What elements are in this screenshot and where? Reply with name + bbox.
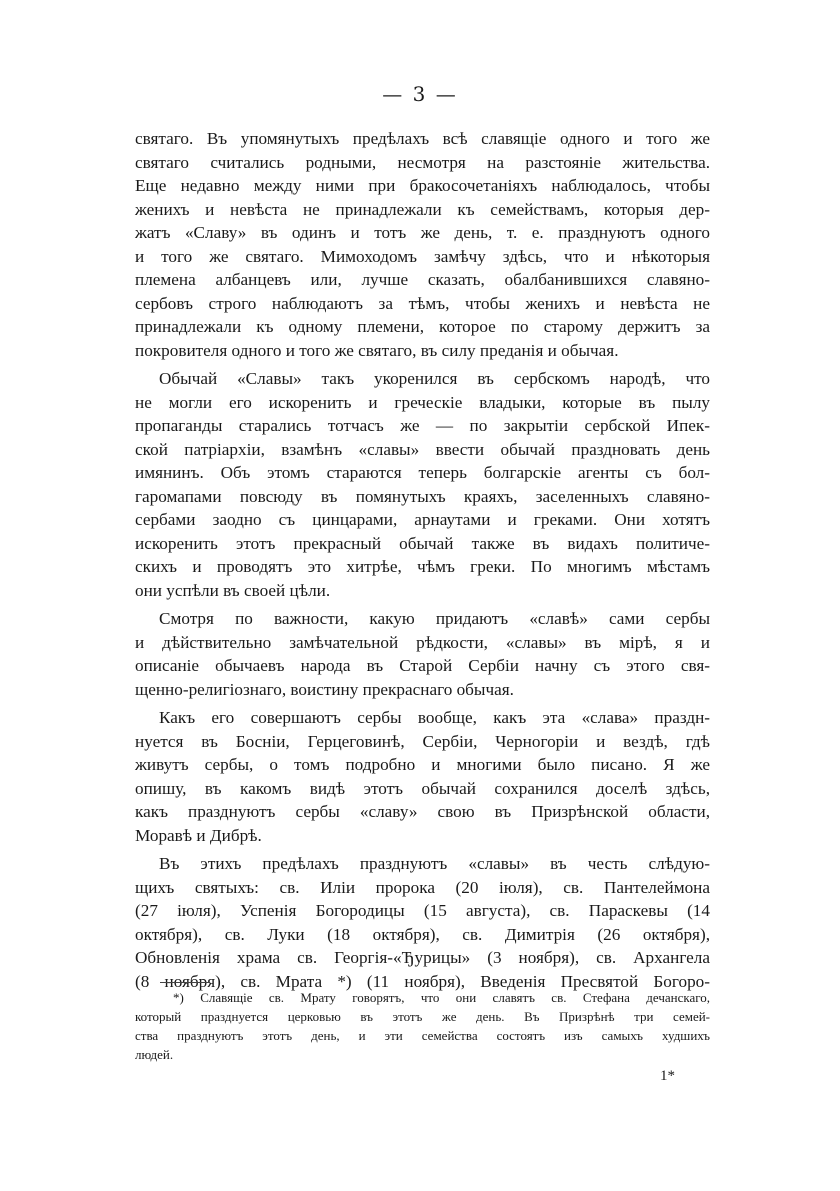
text-line: ской патріархіи, взамѣнъ «славы» ввести обычай праздновать день xyxy=(135,439,710,459)
text-line: описаніе обычаевъ народа въ Старой Сербіи начну съ этого свя- xyxy=(135,656,710,675)
text-line: не могли его искоренить и греческіе владыки, которые въ пылу xyxy=(135,392,710,412)
text-line: скихъ и проводятъ это хитрѣе, чѣмъ греки. По многимъ мѣстамъ xyxy=(135,557,710,576)
text-line: пропаганды старались тотчасъ же — по закрытіи сербской Ипек- xyxy=(135,416,710,435)
footnote-line: людей. xyxy=(135,1047,174,1062)
text-line: покровителя одного и того же святаго, въ силу преданія и обычая. xyxy=(135,340,619,360)
text-line: они успѣли въ своей цѣли. xyxy=(135,580,331,600)
page-number: — 3 — xyxy=(382,82,458,106)
text-line: Еще недавно между ними при бракосочетаніяхъ наблюдалось, чтобы xyxy=(135,176,710,195)
text-line: нуется въ Босніи, Герцеговинѣ, Сербіи, Черногоріи и вездѣ, гдѣ xyxy=(135,731,710,751)
text-line: святаго. Въ упомянутыхъ предѣлахъ всѣ славящіе одного и того же xyxy=(135,129,710,148)
text-line: и дѣйствительно замѣчательной рѣдкости, «славы» въ мірѣ, я и xyxy=(135,632,710,652)
body-text xyxy=(135,127,710,993)
text-line: (27 іюля), Успенія Богородицы (15 августа), св. Параскевы (14 xyxy=(135,901,710,920)
text-line: какъ празднуютъ сербы «славу» свою въ Призрѣнской области, xyxy=(135,802,710,821)
text-line: племена албанцевъ или, лучше сказать, обалбанившихся славяно- xyxy=(135,270,710,289)
footnote-line: который празднуется церковью въ этотъ же день. Въ Призрѣнѣ три семей- xyxy=(135,1009,710,1024)
text-line: искоренить этотъ прекрасный обычай также въ видахъ политиче- xyxy=(135,533,710,553)
footnote-line: *) Славящіе св. Мрату говорятъ, что они славятъ св. Стефана дечанскаго, xyxy=(173,990,710,1005)
signature-mark: 1* xyxy=(660,1068,675,1084)
text-line: имянинъ. Объ этомъ стараются теперь болгарскіе агенты съ бол- xyxy=(135,463,710,482)
footnote-line: ства празднуютъ этотъ день, и эти семейства состоятъ изъ самыхъ худшихъ xyxy=(135,1028,710,1043)
text-line: Какъ его совершаютъ сербы вообще, какъ эта «слава» праздн- xyxy=(159,708,710,727)
text-line: сербами заодно съ цинцарами, арнаутами и греками. Они хотятъ xyxy=(135,510,710,529)
text-line: жатъ «Славу» въ одинъ и тотъ же день, т. е. празднуютъ одного xyxy=(135,223,710,242)
text-line: живутъ сербы, о томъ подробно и многими было писано. Я же xyxy=(135,755,710,774)
text-line: опишу, въ какомъ видѣ этотъ обычай сохранился доселѣ здѣсь, xyxy=(135,778,710,798)
text-line: гаромапами повсюду въ помянутыхъ краяхъ, заселенныхъ славяно- xyxy=(135,486,710,506)
text-line: щихъ святыхъ: св. Иліи пророка (20 іюля), св. Пантелеймона xyxy=(135,877,710,897)
text-line: Смотря по важности, какую придаютъ «славѣ» сами сербы xyxy=(159,609,710,628)
text-line: (8 ноября), св. Мрата *) (11 ноября), Введенія Пресвятой Богоро- xyxy=(135,971,710,991)
text-line: и того же святаго. Мимоходомъ замѣчу здѣсь, что и нѣкоторыя xyxy=(135,246,710,266)
footnote xyxy=(135,988,710,1064)
text-line: принадлежали къ одному племени, которое по старому держитъ за xyxy=(135,317,710,336)
text-line: октября), св. Луки (18 октября), св. Димитрія (26 октября), xyxy=(135,924,710,944)
text-line: святаго считались родными, несмотря на разстояніе жительства. xyxy=(135,152,710,172)
text-line: Въ этихъ предѣлахъ празднуютъ «славы» въ честь слѣдую- xyxy=(159,854,710,873)
text-line: Моравѣ и Дибрѣ. xyxy=(135,825,262,845)
footnote-divider xyxy=(160,982,210,983)
text-line: Обновленія храма св. Георгія-«Ђурицы» (3 ноября), св. Архангела xyxy=(135,948,710,967)
text-line: сербовъ строго наблюдаютъ за тѣмъ, чтобы женихъ и невѣста не xyxy=(135,293,710,313)
text-line: щенно-религіознаго, воистину прекраснаго обычая. xyxy=(135,679,514,699)
text-line: Обычай «Славы» такъ укоренился въ сербскомъ народѣ, что xyxy=(159,369,710,388)
text-line: женихъ и невѣста не принадлежали къ семействамъ, которыя дер- xyxy=(135,199,710,219)
